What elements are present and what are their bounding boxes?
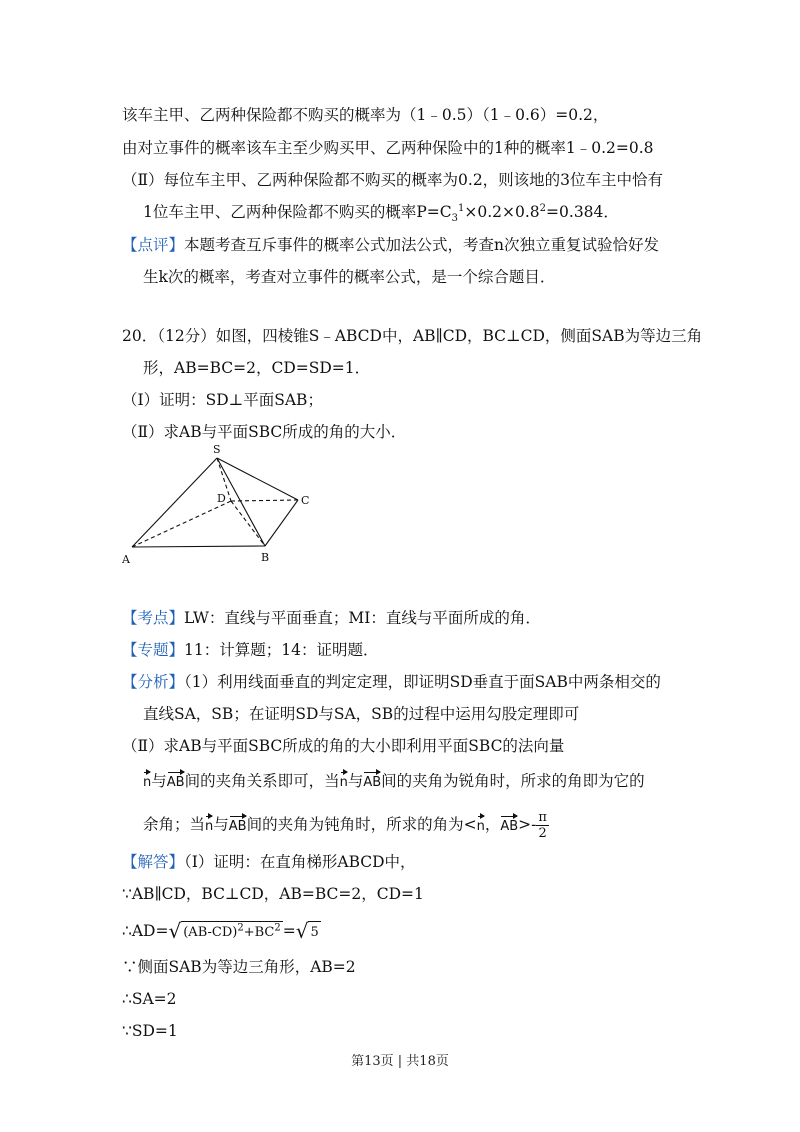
problem-stem: 20．（12分）如图，四棱锥S﹣ABCD中，AB∥CD，BC⊥CD，侧面SAB为等边三角 <box>122 327 703 345</box>
pyramid-diagram <box>110 440 330 575</box>
fraction-pi-over-2 <box>536 810 549 841</box>
text-line: ∵AB∥CD，BC⊥CD，AB=BC=2，CD=1 <box>122 885 424 903</box>
formula-line <box>143 201 619 223</box>
text: LW：直线与平面垂直；MI：直线与平面所成的角． <box>184 609 541 627</box>
sqrt-icon: √ <box>168 919 182 943</box>
superscript: 2 <box>237 922 244 934</box>
text-line: 生k次的概率，考查对立事件的概率公式，是一个综合题目． <box>143 268 556 286</box>
edge-BC <box>265 500 298 546</box>
text: 与 <box>347 772 364 790</box>
denominator: 2 <box>538 826 547 841</box>
vector-ab: AB <box>363 772 381 794</box>
text-line: ∴SA=2 <box>122 990 177 1008</box>
fenxi-tag: 【分析】 <box>122 673 185 691</box>
text-line: ∵SD=1 <box>122 1022 178 1040</box>
subscript: 3 <box>451 213 459 225</box>
text-line: 由对立事件的概率该车主至少购买甲、乙两种保险中的1种的概率1﹣0.2=0.8 <box>122 139 654 157</box>
text: = <box>282 922 296 940</box>
radicand: 5 <box>308 921 320 944</box>
problem-part: （Ⅰ）证明：SD⊥平面SAB； <box>122 391 323 409</box>
comment-tag: 【点评】 <box>122 236 185 254</box>
fenxi-line <box>122 671 661 693</box>
text-line: （Ⅱ）每位车主甲、乙两种保险都不购买的概率为0.2，则该地的3位车主中恰有 <box>122 171 664 189</box>
edge-AB <box>132 546 265 547</box>
text-line: 直线SA，SB；在证明SD与SA，SB的过程中运用勾股定理即可 <box>143 705 580 723</box>
label-B: B <box>261 551 270 564</box>
text: 间的夹角关系即可，当 <box>184 772 340 790</box>
text: 余角；当 <box>143 815 206 834</box>
label-A: A <box>122 553 130 566</box>
text-line: 该车主甲、乙两种保险都不购买的概率为（1﹣0.5）（1﹣0.6）=0.2， <box>122 106 609 124</box>
vector-ab: AB <box>500 816 518 838</box>
text: 间的夹角为钝角时，所求的角为< <box>246 815 477 834</box>
formula-line <box>122 920 321 944</box>
text: 与 <box>151 772 167 790</box>
problem-stem: 形，AB=BC=2，CD=SD=1． <box>143 359 371 377</box>
text: >- <box>518 815 537 834</box>
edge-AD <box>132 501 231 547</box>
edge-DB <box>231 501 265 546</box>
text: ， <box>484 815 501 834</box>
radicand <box>181 921 282 944</box>
superscript: 1 <box>458 202 465 214</box>
zhuanti-line <box>122 639 378 661</box>
superscript: 2 <box>539 202 547 214</box>
kaodian-line <box>122 607 541 629</box>
vector-n: n <box>340 772 348 794</box>
vector-line <box>143 770 645 794</box>
text: 间的夹角为锐角时，所求的角即为它的 <box>381 772 645 790</box>
text: 与 <box>213 815 229 834</box>
text: 本题考查互斥事件的概率公式加法公式，考查n次独立重复试验恰好发 <box>184 236 660 254</box>
text-line: ∵侧面SAB为等边三角形，AB=2 <box>122 958 356 976</box>
page-footer: 第13页 | 共18页 <box>351 1054 449 1069</box>
vector-line <box>143 810 549 841</box>
text: (AB-CD) <box>183 925 238 940</box>
text: （Ⅰ）证明：在直角梯形ABCD中， <box>184 853 416 871</box>
text-line: （Ⅱ）求AB与平面SBC所成的角的大小即利用平面SBC的法向量 <box>122 737 565 755</box>
problem-part: （Ⅱ）求AB与平面SBC所成的角的大小． <box>122 423 407 441</box>
text: ∴AD= <box>122 922 169 940</box>
vector-ab: AB <box>167 772 185 794</box>
vector-n: n <box>477 816 485 838</box>
answer-tag: 【解答】 <box>122 853 185 871</box>
vector-ab: AB <box>229 816 247 838</box>
numerator: π <box>538 810 547 825</box>
answer-line <box>122 851 416 873</box>
text: +BC <box>243 925 275 940</box>
superscript: 2 <box>274 922 281 934</box>
text: 1位车主甲、乙两种保险都不购买的概率P=C <box>143 203 452 221</box>
text: =0.384． <box>546 203 619 221</box>
sqrt-icon: √ <box>295 919 309 943</box>
label-C: C <box>301 494 310 507</box>
text: ×0.2×0.8 <box>464 203 540 221</box>
vector-n: n <box>143 772 151 794</box>
label-D: D <box>217 492 226 505</box>
vector-n: n <box>205 816 213 838</box>
label-S: S <box>213 443 221 456</box>
text: 11：计算题；14：证明题． <box>184 641 379 659</box>
comment-line <box>122 234 659 256</box>
zhuanti-tag: 【专题】 <box>122 641 185 659</box>
kaodian-tag: 【考点】 <box>122 609 185 627</box>
text: （1）利用线面垂直的判定定理，即证明SD垂直于面SAB中两条相交的 <box>184 673 661 691</box>
edge-DC <box>231 500 298 501</box>
edge-SA <box>132 458 217 547</box>
